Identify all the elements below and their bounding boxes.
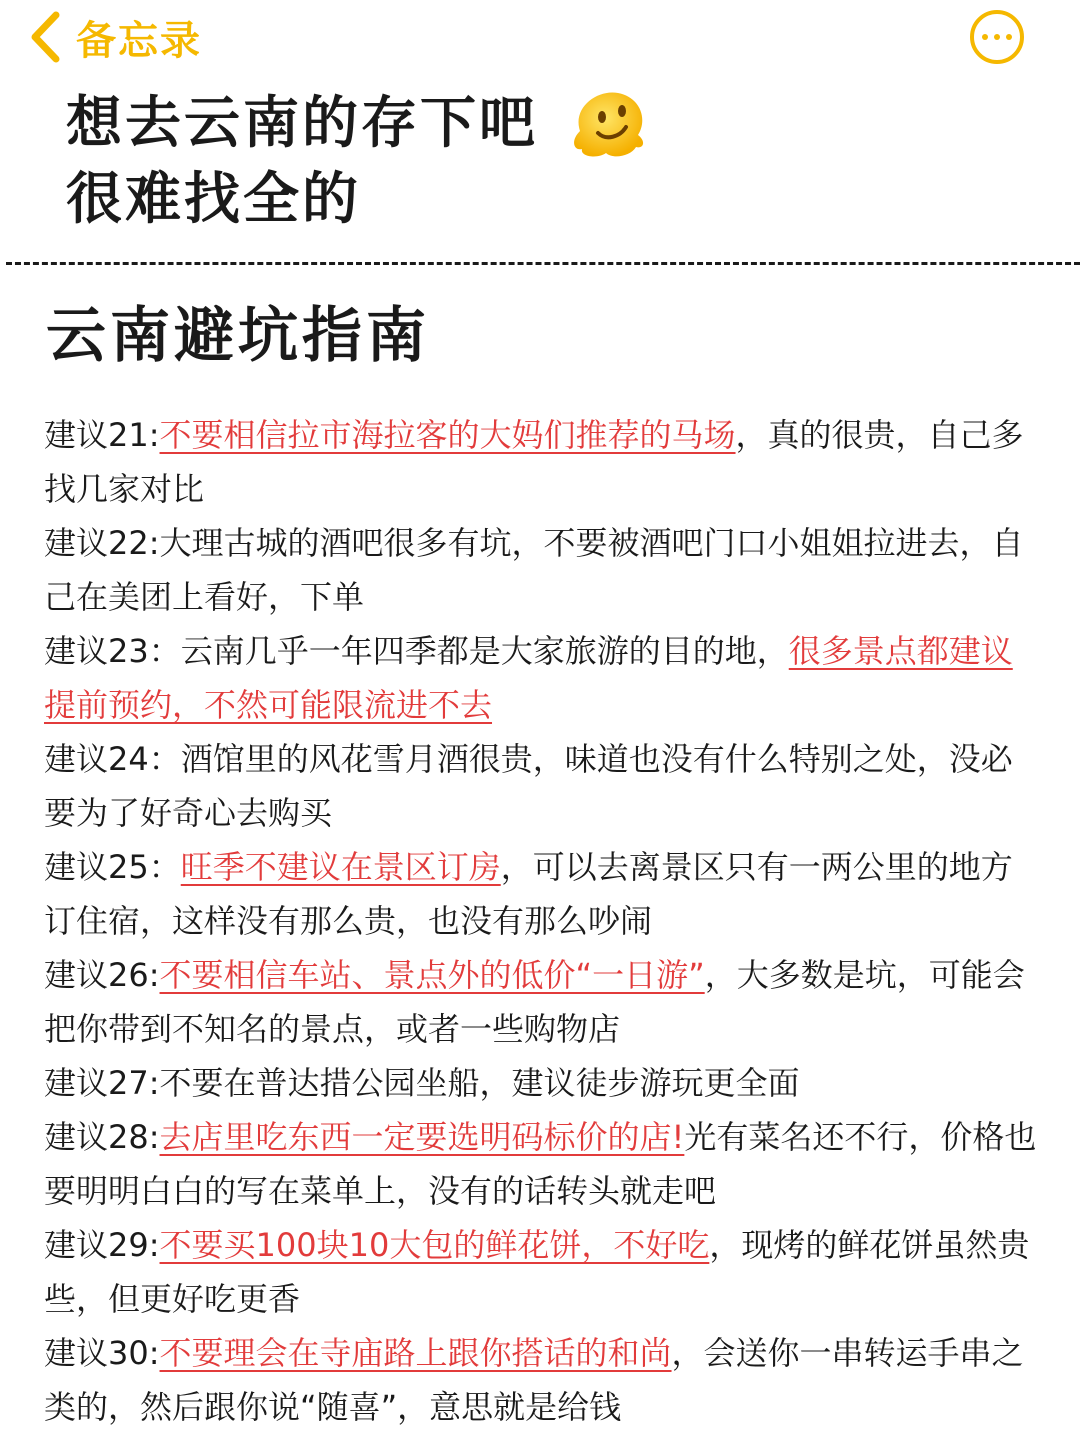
top-navigation-bar xyxy=(0,0,1080,80)
tip-prefix: 建议23： xyxy=(44,632,181,670)
back-label: 备忘录 xyxy=(76,17,202,64)
tip-25 xyxy=(44,840,1040,948)
headline-text-2: 很难找全的 xyxy=(66,167,361,232)
tip-prefix: 建议22: xyxy=(44,524,160,562)
ellipsis-icon xyxy=(979,34,1015,40)
tip-highlight: 旺季不建议在景区订房 xyxy=(180,848,501,886)
tip-text: ，可以去离景区只有一两公里的地方订住宿，这样没有那么贵，也没有那么吵闹 xyxy=(44,848,1013,940)
headline-line-2 xyxy=(66,162,648,238)
tip-23 xyxy=(44,624,1040,732)
tip-24 xyxy=(44,732,1040,840)
tip-prefix: 建议24： xyxy=(44,740,181,778)
tip-22 xyxy=(44,516,1040,624)
headline-text-1: 想去云南的存下吧 xyxy=(66,91,538,156)
back-button[interactable] xyxy=(28,8,202,66)
tip-26 xyxy=(44,948,1040,1056)
tip-text: ，会送你一串转运手串之类的，然后跟你说“随喜”，意思就是给钱 xyxy=(44,1334,1024,1426)
tip-highlight: 不要相信车站、景点外的低价“一日游” xyxy=(159,956,705,994)
tip-highlight: 不要相信拉市海拉客的大妈们推荐的马场 xyxy=(159,416,736,454)
tip-21 xyxy=(44,408,1040,516)
tip-highlight: 很多景点都建议提前预约，不然可能限流进不去 xyxy=(44,632,1013,724)
tip-28 xyxy=(44,1110,1040,1218)
tip-text: 光有菜名还不行，价格也要明明白白的写在菜单上，没有的话转头就走吧 xyxy=(44,1118,1037,1210)
tip-highlight: 不要理会在寺庙路上跟你搭话的和尚 xyxy=(159,1334,672,1372)
tip-highlight: 去店里吃东西一定要选明码标价的店! xyxy=(159,1118,685,1156)
note-headline xyxy=(66,86,648,238)
tip-prefix: 建议26: xyxy=(44,956,160,994)
tip-text: 不要在普达措公园坐船，建议徒步游玩更全面 xyxy=(159,1064,800,1102)
tip-prefix: 建议21: xyxy=(44,416,160,454)
tip-prefix: 建议28: xyxy=(44,1118,160,1156)
tips-list xyxy=(44,408,1040,1434)
tip-text: 云南几乎一年四季都是大家旅游的目的地， xyxy=(180,632,789,670)
chevron-left-icon xyxy=(28,11,62,63)
tip-highlight: 不要买100块10大包的鲜花饼，不好吃 xyxy=(159,1226,710,1264)
tip-prefix: 建议27: xyxy=(44,1064,160,1102)
section-title: 云南避坑指南 xyxy=(46,301,430,371)
tip-29 xyxy=(44,1218,1040,1326)
tip-text: 大理古城的酒吧很多有坑，不要被酒吧门口小姐姐拉进去，自己在美团上看好，下单 xyxy=(44,524,1024,616)
tip-text: 酒馆里的风花雪月酒很贵，味道也没有什么特别之处，没必要为了好奇心去购买 xyxy=(44,740,1013,832)
dashed-divider xyxy=(6,262,1080,265)
melting-face-icon xyxy=(568,87,648,161)
tip-text: ，现烤的鲜花饼虽然贵些，但更好吃更香 xyxy=(44,1226,1030,1318)
headline-line-1 xyxy=(66,86,648,162)
tip-prefix: 建议29: xyxy=(44,1226,160,1264)
more-options-button[interactable] xyxy=(970,10,1024,64)
tip-text: ，真的很贵，自己多找几家对比 xyxy=(44,416,1024,508)
tip-27 xyxy=(44,1056,1040,1110)
tip-30 xyxy=(44,1326,1040,1434)
tip-prefix: 建议30: xyxy=(44,1334,160,1372)
tip-text: ，大多数是坑，可能会把你带到不知名的景点，或者一些购物店 xyxy=(44,956,1025,1048)
tip-prefix: 建议25： xyxy=(44,848,181,886)
